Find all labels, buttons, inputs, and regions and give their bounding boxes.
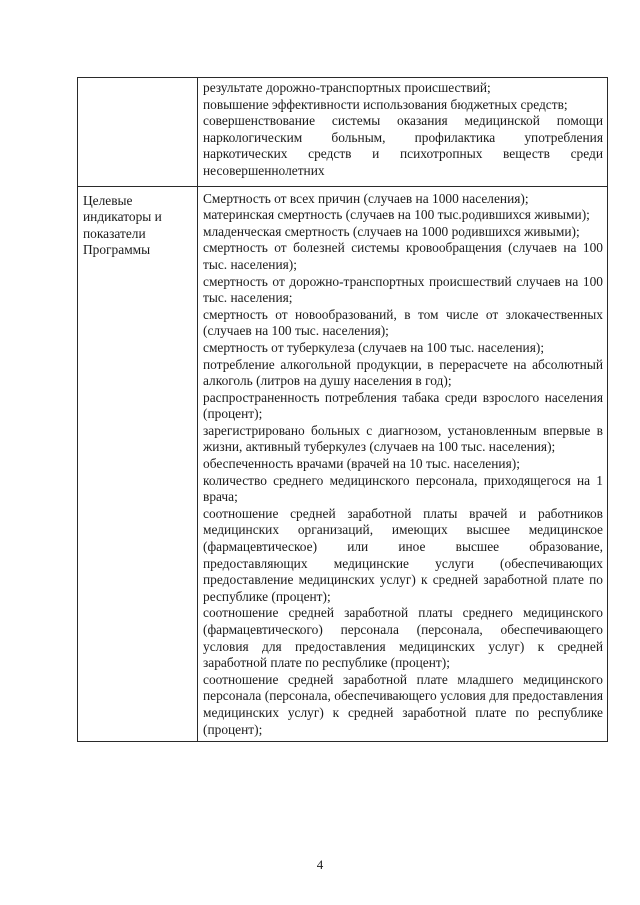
list-item: совершенствование системы оказания медицинской помощи наркологическим больным, профилактика употребления наркотических средств и психотропных веществ среди несовершеннолетних: [203, 113, 603, 178]
table-row-continuation: [78, 78, 608, 187]
section-label: Целевые индикаторы и показатели Программы: [83, 192, 162, 258]
indicator-item: смертность от болезней системы кровообращения (случаев на 100 тыс. населения);: [203, 240, 603, 272]
table-row-indicators: [78, 186, 608, 742]
indicator-item: количество среднего медицинского персонала, приходящегося на 1 врача;: [203, 472, 603, 505]
indicator-item: Смертность от всех причин (случаев на 1000 населения);: [203, 190, 529, 206]
indicator-item: смертность от дорожно-транспортных происшествий случаев на 100 тыс. населения;: [203, 273, 603, 306]
indicator-item: младенческая смертность (случаев на 1000 родившихся живыми);: [203, 223, 580, 239]
list-item: результате дорожно-транспортных происшествий;: [203, 80, 491, 95]
indicator-item: обеспеченность врачами (врачей на 10 тыс. населения);: [203, 456, 520, 472]
indicator-item: соотношение средней заработной платы врачей и работников медицинских организаций, имеющих высшее медицинское (фармацевтическое) или иное высшее образование, предоставляющих медицинские услуги (обеспечивающих предоставление медицинских услуг) к средней заработной плате по республике (процент);: [203, 505, 603, 604]
indicator-item: смертность от туберкулеза (случаев на 100 тыс. населения);: [203, 339, 545, 355]
indicator-item: соотношение средней заработной плате младшего медицинского персонала (персонала, обеспечивающего условия для предоставления медицинских услуг) к средней заработной плате по республике (процент);: [203, 671, 603, 737]
content-cell-continuation: [198, 78, 608, 187]
indicator-item: потребление алкогольной продукции, в перерасчете на абсолютный алкоголь (литров на душу населения в год);: [203, 356, 603, 389]
label-cell-indicators: [78, 186, 198, 742]
page-number: 4: [316, 857, 324, 872]
label-cell-empty: [78, 78, 198, 187]
list-item: повышение эффективности использования бюджетных средств;: [203, 96, 568, 112]
indicator-item: соотношение средней заработной платы среднего медицинского (фармацевтического) персонала (персонала, обеспечивающего условия для предоставления медицинских услуг) к средней заработной плате по республике (процент);: [203, 605, 603, 671]
indicator-item: зарегистрировано больных с диагнозом, установленным впервые в жизни, активный туберкулез (случаев на 100 тыс. населения);: [203, 422, 603, 455]
indicator-item: распространенность потребления табака среди взрослого населения (процент);: [203, 389, 603, 422]
indicator-item: материнская смертность (случаев на 100 тыс.родившихся живыми);: [203, 207, 590, 223]
indicator-item: смертность от новообразований, в том числе от злокачественных (случаев на 100 тыс. населения);: [203, 306, 603, 339]
program-passport-table: [77, 77, 608, 742]
content-cell-indicators: [198, 186, 608, 742]
